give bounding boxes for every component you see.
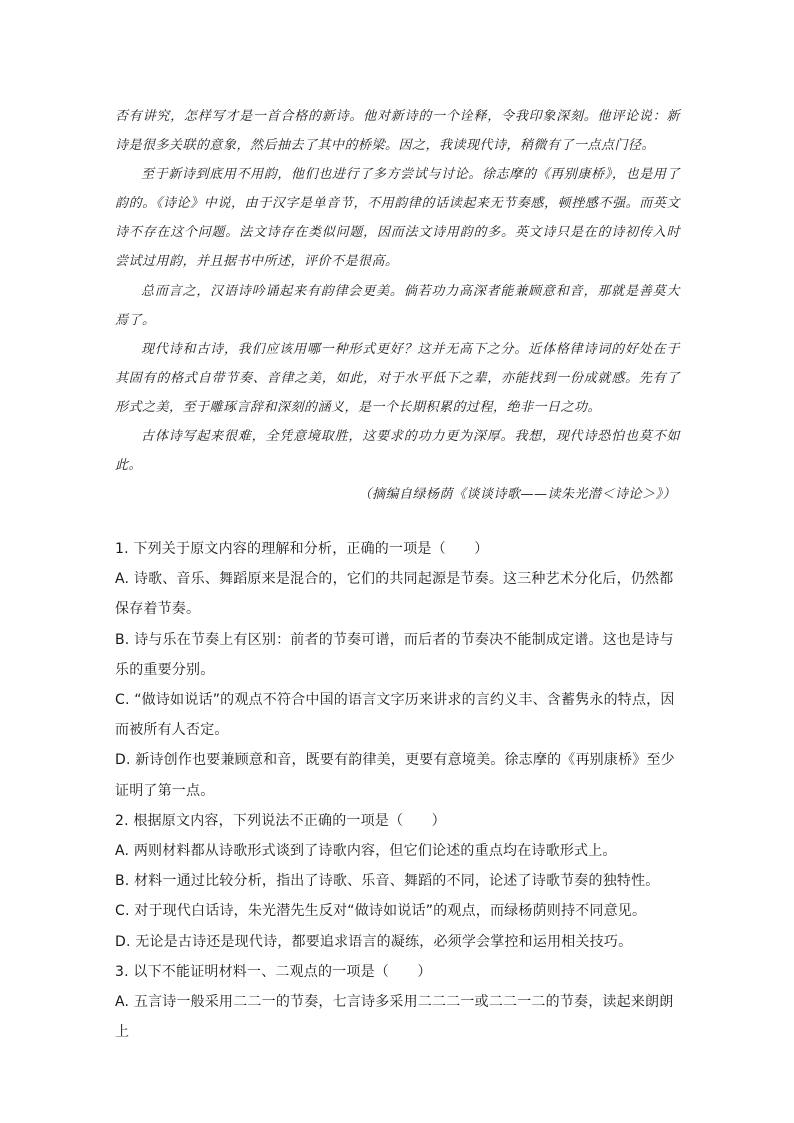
passage-paragraph-1: 否有讲究，怎样写才是一首合格的新诗。他对新诗的一个诠释，令我印象深刻。他评论说：新诗是很多关联的意象，然后抽去了其中的桥梁。因之，我读现代诗，稍微有了一点点门径。 <box>115 109 680 154</box>
passage-paragraph-5: 古体诗写起来很难，全凭意境取胜，这要求的功力更为深厚。我想，现代诗恐怕也莫不如此。 <box>115 429 680 474</box>
reading-passage <box>115 102 680 509</box>
question-2-option-d: D. 无论是古诗还是现代诗，都要追求语言的凝练，必须学会掌控和运用相关技巧。 <box>115 933 633 950</box>
question-1-option-c: C. “做诗如说话”的观点不符合中国的语言文字历来讲求的言约义丰、含蓄隽永的特点，因而被所有人否定。 <box>115 692 675 739</box>
question-1-option-a: A. 诗歌、音乐、舞蹈原来是混合的，它们的共同起源是节奏。这三种艺术分化后，仍然都保存着节奏。 <box>115 571 674 618</box>
passage-source: （摘编自绿杨荫《谈谈诗歌——读朱光潜＜诗论＞》） <box>358 487 676 503</box>
question-1-stem: 1. 下列关于原文内容的理解和分析，正确的一项是（ ） <box>115 541 489 557</box>
question-2-option-a: A. 两则材料都从诗歌形式谈到了诗歌内容，但它们论述的重点均在诗歌形式上。 <box>115 843 617 860</box>
question-3-stem: 3. 以下不能证明材料一、二观点的一项是（ ） <box>115 963 432 980</box>
question-list <box>115 534 683 1047</box>
passage-paragraph-2: 至于新诗到底用不用韵，他们也进行了多方尝试与讨论。徐志摩的《再别康桥》，也是用了韵的。《诗论》中说，由于汉字是单音节，不用韵律的话读起来无节奏感，顿挫感不强。而英文诗不存在这个问题。法文诗存在类似问题，因而法文诗用韵的多。英文诗只是在的诗初传入时尝试过用韵，并且据书中所述，评价不是很高。 <box>115 167 680 270</box>
question-2-stem: 2. 根据原文内容，下列说法不正确的一项是（ ） <box>115 812 446 829</box>
question-2-option-c: C. 对于现代白话诗，朱光潜先生反对“做诗如说话”的观点，而绿杨荫则持不同意见。 <box>115 903 647 920</box>
passage-paragraph-4: 现代诗和古诗，我们应该用哪一种形式更好？这并无高下之分。近体格律诗词的好处在于其固有的格式自带节奏、音律之美，如此，对于水平低下之辈，亦能找到一份成就感。先有了形式之美，至于雕琢言辞和深刻的涵义，是一个长期积累的过程，绝非一日之功。 <box>115 341 680 415</box>
question-2-option-b: B. 材料一通过比较分析，指出了诗歌、乐音、舞蹈的不同，论述了诗歌节奏的独特性。 <box>115 873 660 890</box>
question-1-option-b: B. 诗与乐在节奏上有区别：前者的节奏可谱，而后者的节奏决不能制成定谱。这也是诗与乐的重要分别。 <box>115 631 674 678</box>
passage-paragraph-3: 总而言之，汉语诗吟诵起来有韵律会更美。倘若功力高深者能兼顾意和音，那就是善莫大焉了。 <box>115 283 680 328</box>
question-3-option-a: A. 五言诗一般采用二二一的节奏，七言诗多采用二二二一或二二一二的节奏，读起来朗朗上 <box>115 994 674 1041</box>
question-1-option-d: D. 新诗创作也要兼顾意和音，既要有韵律美，更要有意境美。徐志摩的《再别康桥》至少证明了第一点。 <box>115 752 675 799</box>
